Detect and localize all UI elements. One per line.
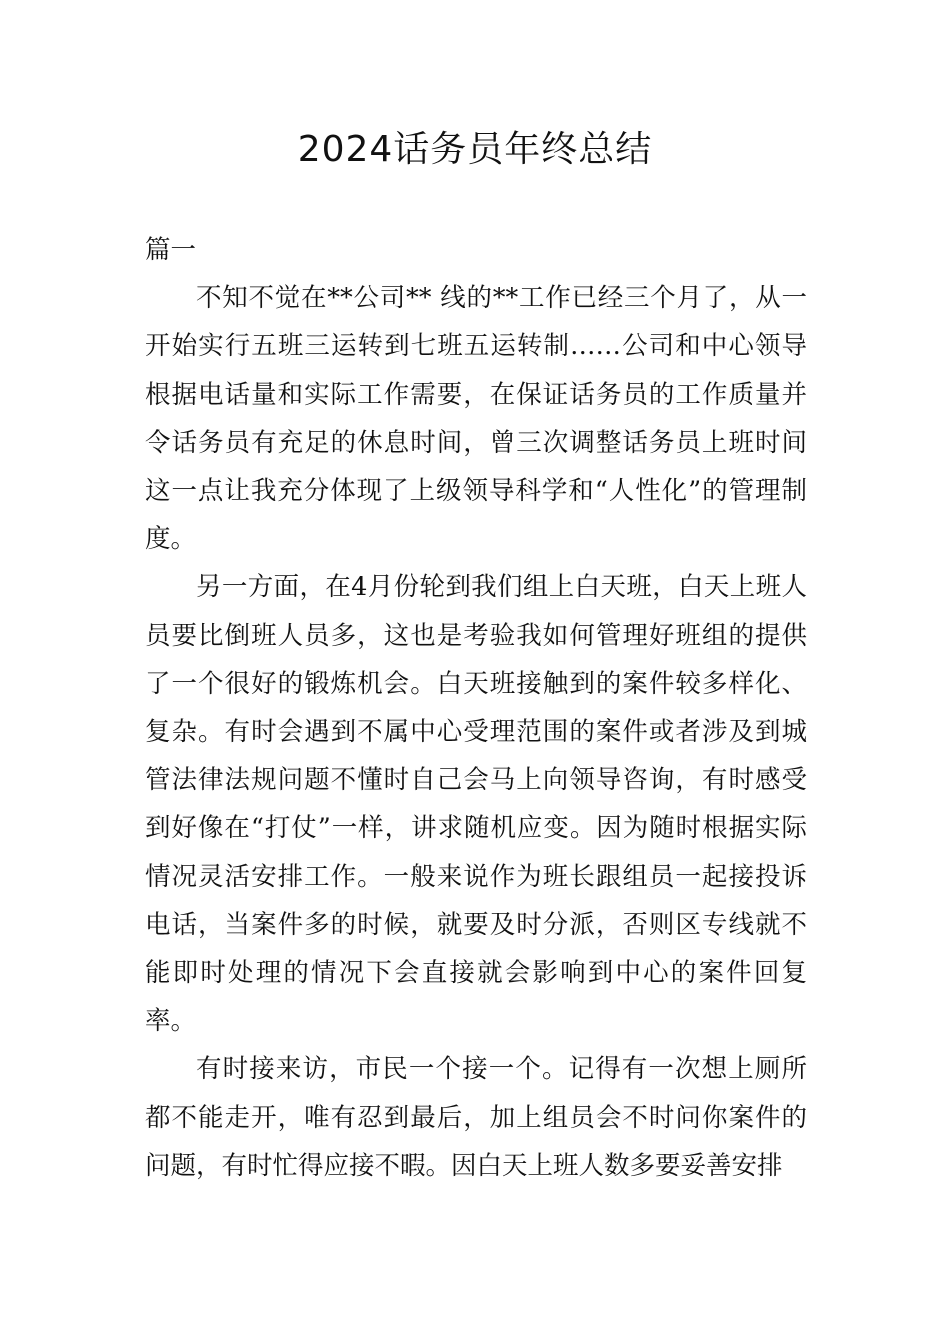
paragraph-3: 有时接来访，市民一个接一个。记得有一次想上厕所都不能走开，唯有忍到最后，加上组员会不时问你案件的问题，有时忙得应接不暇。因白天上班人数多要妥善安排 [145,1054,807,1181]
section-label: 篇一 [145,235,197,265]
document-title: 2024话务员年终总结 [297,129,653,170]
paragraph-2: 另一方面，在4月份轮到我们组上白天班，白天上班人员要比倒班人员多，这也是考验我如何管理好班组的提供了一个很好的锻炼机会。白天班接触到的案件较多样化、复杂。有时会遇到不属中心受理范围的案件或者涉及到城管法律法规问题不懂时自己会马上向领导咨询，有时感受到好像在“打仗”一样，讲求随机应变。因为随时根据实际情况灵活安排工作。一般来说作为班长跟组员一起接投诉电话，当案件多的时候，就要及时分派，否则区专线就不能即时处理的情况下会直接就会影响到中心的案件回复率。 [145,572,807,1037]
paragraph-1: 不知不觉在**公司** 线的**工作已经三个月了，从一开始实行五班三运转到七班五运转制……公司和中心领导根据电话量和实际工作需要，在保证话务员的工作质量并令话务员有充足的休息时间，曾三次调整话务员上班时间这一点让我充分体现了上级领导科学和“人性化”的管理制度。 [145,283,807,555]
document-body [145,226,807,1190]
